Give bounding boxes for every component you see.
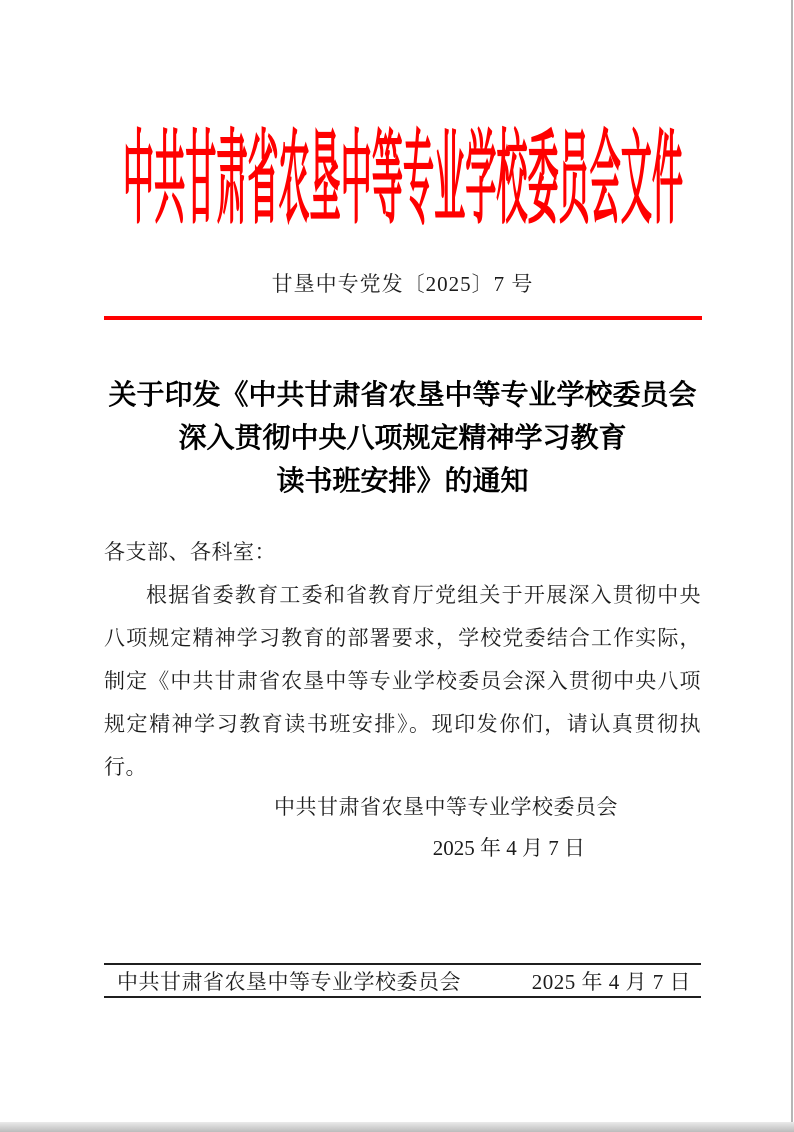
document-title-line: 深入贯彻中央八项规定精神学习教育 <box>178 423 627 454</box>
signature-org: 中共甘肃省农垦中等专业学校委员会 <box>274 795 618 819</box>
salutation: 各支部、各科室： <box>104 540 276 564</box>
document-title-line: 读书班安排》的通知 <box>276 466 529 497</box>
document-title <box>104 374 701 503</box>
page-bottom-shadow <box>0 1122 794 1132</box>
red-divider-rule <box>104 316 702 320</box>
document-title-line: 关于印发《中共甘肃省农垦中等专业学校委员会 <box>108 380 697 411</box>
signature-date: 2025 年 4 月 7 日 <box>432 836 585 860</box>
body-paragraph: 根据省委教育工委和省教育厅党组关于开展深入贯彻中央八项规定精神学习教育的部署要求，学校党委结合工作实际，制定《中共甘肃省农垦中等专业学校委员会深入贯彻中央八项规定精神学习教育读书班安排》。现印发你们，请认真贯彻执行。 <box>104 583 701 779</box>
document-number: 甘垦中专党发〔2025〕7 号 <box>271 272 534 296</box>
footer-band <box>104 963 701 998</box>
footer-row <box>104 965 701 998</box>
letterhead-title: 中共甘肃省农垦中等专业学校委员会文件 <box>122 124 683 237</box>
letterhead-banner <box>104 124 701 237</box>
footer-date: 2025 年 4 月 7 日 <box>531 970 691 994</box>
footer-org: 中共甘肃省农垦中等专业学校委员会 <box>117 970 461 994</box>
page-right-edge <box>791 0 793 1132</box>
document-body <box>104 531 701 789</box>
